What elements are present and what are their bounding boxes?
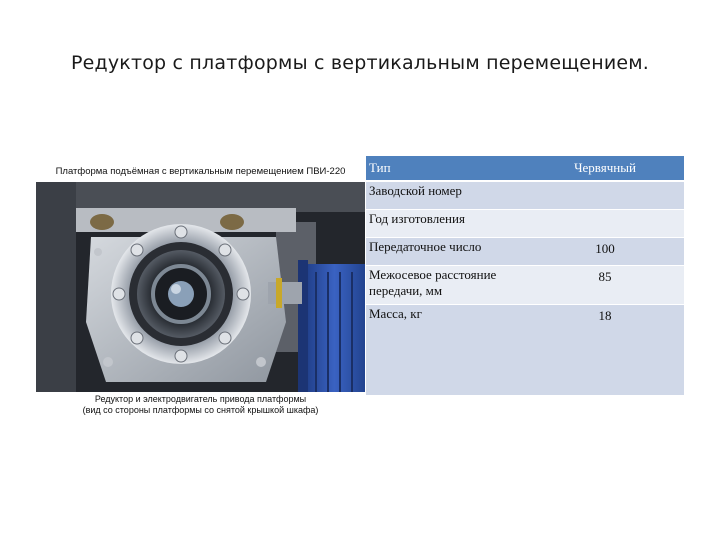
- row-label: Передаточное число: [366, 238, 526, 266]
- table-row: [366, 181, 684, 210]
- table-row: [366, 305, 684, 396]
- row-label: Масса, кг: [366, 305, 526, 396]
- photo-caption-bottom-line1: Редуктор и электродвигатель привода платформы: [94, 394, 307, 404]
- gearbox-illustration: [36, 182, 365, 392]
- table-row: [366, 266, 684, 305]
- photo-caption-bottom: [36, 394, 365, 416]
- slide-title: Редуктор с платформы с вертикальным перемещением.: [70, 52, 650, 74]
- table-header-row: [366, 156, 684, 181]
- table-header-label: Тип: [366, 156, 526, 181]
- row-label: Заводской номер: [366, 181, 526, 210]
- gearbox-photo: [36, 182, 365, 392]
- table-row: [366, 238, 684, 266]
- photo-caption-bottom-line2: (вид со стороны платформы со снятой крышкой шкафа): [82, 405, 319, 415]
- photo-caption-top: Платформа подъёмная с вертикальным перемещением ПВИ-220: [55, 166, 346, 177]
- row-value: [526, 181, 684, 210]
- row-value: 18: [526, 305, 684, 396]
- photo-block: [36, 162, 365, 414]
- row-label: Межосевое расстояние передачи, мм: [366, 266, 526, 305]
- spec-table: [366, 156, 684, 396]
- row-value: 100: [526, 238, 684, 266]
- table-row: [366, 210, 684, 238]
- table-header-value: Червячный: [526, 156, 684, 181]
- row-value: 85: [526, 266, 684, 305]
- row-value: [526, 210, 684, 238]
- row-label: Год изготовления: [366, 210, 526, 238]
